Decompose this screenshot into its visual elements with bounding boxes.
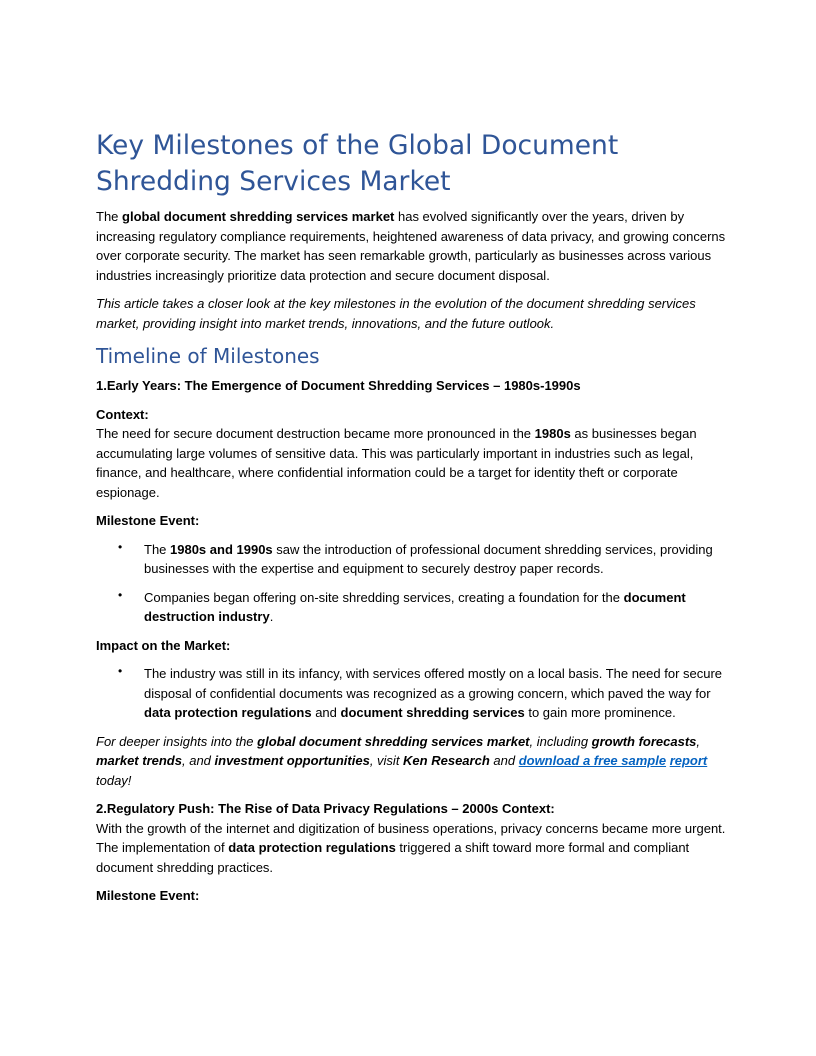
list-item-emphasis: data protection regulations — [144, 705, 312, 720]
list-item-text: The — [144, 541, 171, 557]
summary-text: This article takes a closer look at the key milestones in the evolution of the document shredding services market, providing insight into market trends, innovations, and the future outlook. — [96, 296, 696, 331]
list-item — [96, 540, 726, 579]
section2-context — [96, 819, 726, 878]
section1-impact-label — [96, 636, 726, 656]
cta-paragraph — [96, 732, 726, 791]
section1-context — [96, 424, 726, 502]
cta-emphasis: market trends — [96, 753, 182, 768]
milestone-label-text: Milestone Event: — [96, 888, 200, 903]
list-item-emphasis: document shredding services — [340, 705, 525, 720]
list-item-text: and — [311, 705, 341, 720]
milestone-label-text: Milestone Event: — [96, 513, 200, 528]
section2-milestone-label — [96, 886, 726, 906]
summary-paragraph — [96, 294, 726, 333]
cta-text: , and — [181, 753, 215, 768]
impact-label-text: Impact on the Market: — [96, 637, 231, 653]
list-item-text: The industry was still in its infancy, with services offered mostly on a local basis. The need for secure disposal of confidential documents was recognized as a growing concern, which paved the way for — [144, 666, 723, 701]
intro-paragraph — [96, 207, 726, 285]
bullet-icon: • — [118, 664, 123, 678]
context-emphasis: data protection regulations — [228, 840, 396, 855]
list-item-emphasis: document destruction industry — [144, 589, 686, 624]
list-item-text: . — [269, 609, 274, 624]
page-title: Key Milestones of the Global Document Shredding Services Market — [96, 130, 619, 197]
list-item — [96, 588, 726, 627]
context-emphasis: 1980s — [534, 426, 571, 441]
section2-heading — [96, 799, 726, 819]
cta-text: , visit — [369, 753, 404, 768]
intro-emphasis: global document shredding services market — [122, 209, 395, 224]
cta-text: , including — [529, 733, 592, 749]
context-text: triggered a shift toward more formal and compliant document shredding practices. — [96, 840, 690, 875]
cta-text: and — [489, 753, 519, 768]
report-link[interactable]: report — [669, 753, 708, 768]
section1-milestone-list — [96, 540, 726, 627]
cta-emphasis: growth forecasts — [591, 733, 697, 749]
section1-heading-text: 1.Early Years: The Emergence of Document Shredding Services – 1980s-1990s — [96, 378, 581, 393]
section1-impact-list — [96, 664, 726, 723]
cta-emphasis: investment opportunities — [214, 753, 370, 768]
document-body — [96, 128, 726, 915]
bullet-icon: • — [118, 587, 123, 602]
cta-emphasis: global document shredding services market — [257, 733, 530, 749]
context-label-text: Context: — [96, 406, 149, 422]
list-item-text: Companies began offering on-site shredding services, creating a foundation for the — [144, 589, 624, 605]
list-item-emphasis: 1980s and 1990s — [170, 541, 273, 557]
intro-text: has evolved significantly over the years, driven by increasing regulatory compliance requirements, heightened awareness of data privacy, and growing concerns over corporate security. The market has seen remarkable growth, particularly as businesses across various industries increasingly prioritize data protection and secure document disposal. — [96, 209, 726, 283]
ken-research-name: Ken Research — [403, 753, 490, 768]
context-text: The need for secure document destruction became more pronounced in the — [96, 426, 535, 441]
list-item-text: saw the introduction of professional document shredding services, providing businesses with the expertise and equipment to securely destroy paper records. — [144, 541, 713, 576]
section2-heading-text: 2.Regulatory Push: The Rise of Data Privacy Regulations – 2000s Context: — [96, 801, 555, 816]
context-text: as businesses began accumulating large volumes of sensitive data. This was particularly important in industries such as legal, finance, and healthcare, where confidential information could be a target for identity theft or corporate espionage. — [96, 426, 697, 500]
cta-text: , — [696, 733, 701, 749]
timeline-heading: Timeline of Milestones — [96, 344, 320, 368]
list-item — [96, 664, 726, 723]
intro-text: The — [96, 209, 123, 224]
download-sample-link[interactable]: download a free sample — [518, 753, 667, 768]
section1-milestone-label — [96, 511, 726, 531]
cta-text: today! — [96, 772, 132, 788]
section1-heading — [96, 376, 726, 396]
context-text: With the growth of the internet and digitization of business operations, privacy concerns became more urgent. The implementation of — [96, 820, 726, 855]
cta-text: For deeper insights into the — [96, 733, 258, 749]
list-item-text: to gain more prominence. — [524, 705, 676, 720]
section1-context-label — [96, 405, 726, 425]
bullet-icon: • — [118, 539, 123, 554]
